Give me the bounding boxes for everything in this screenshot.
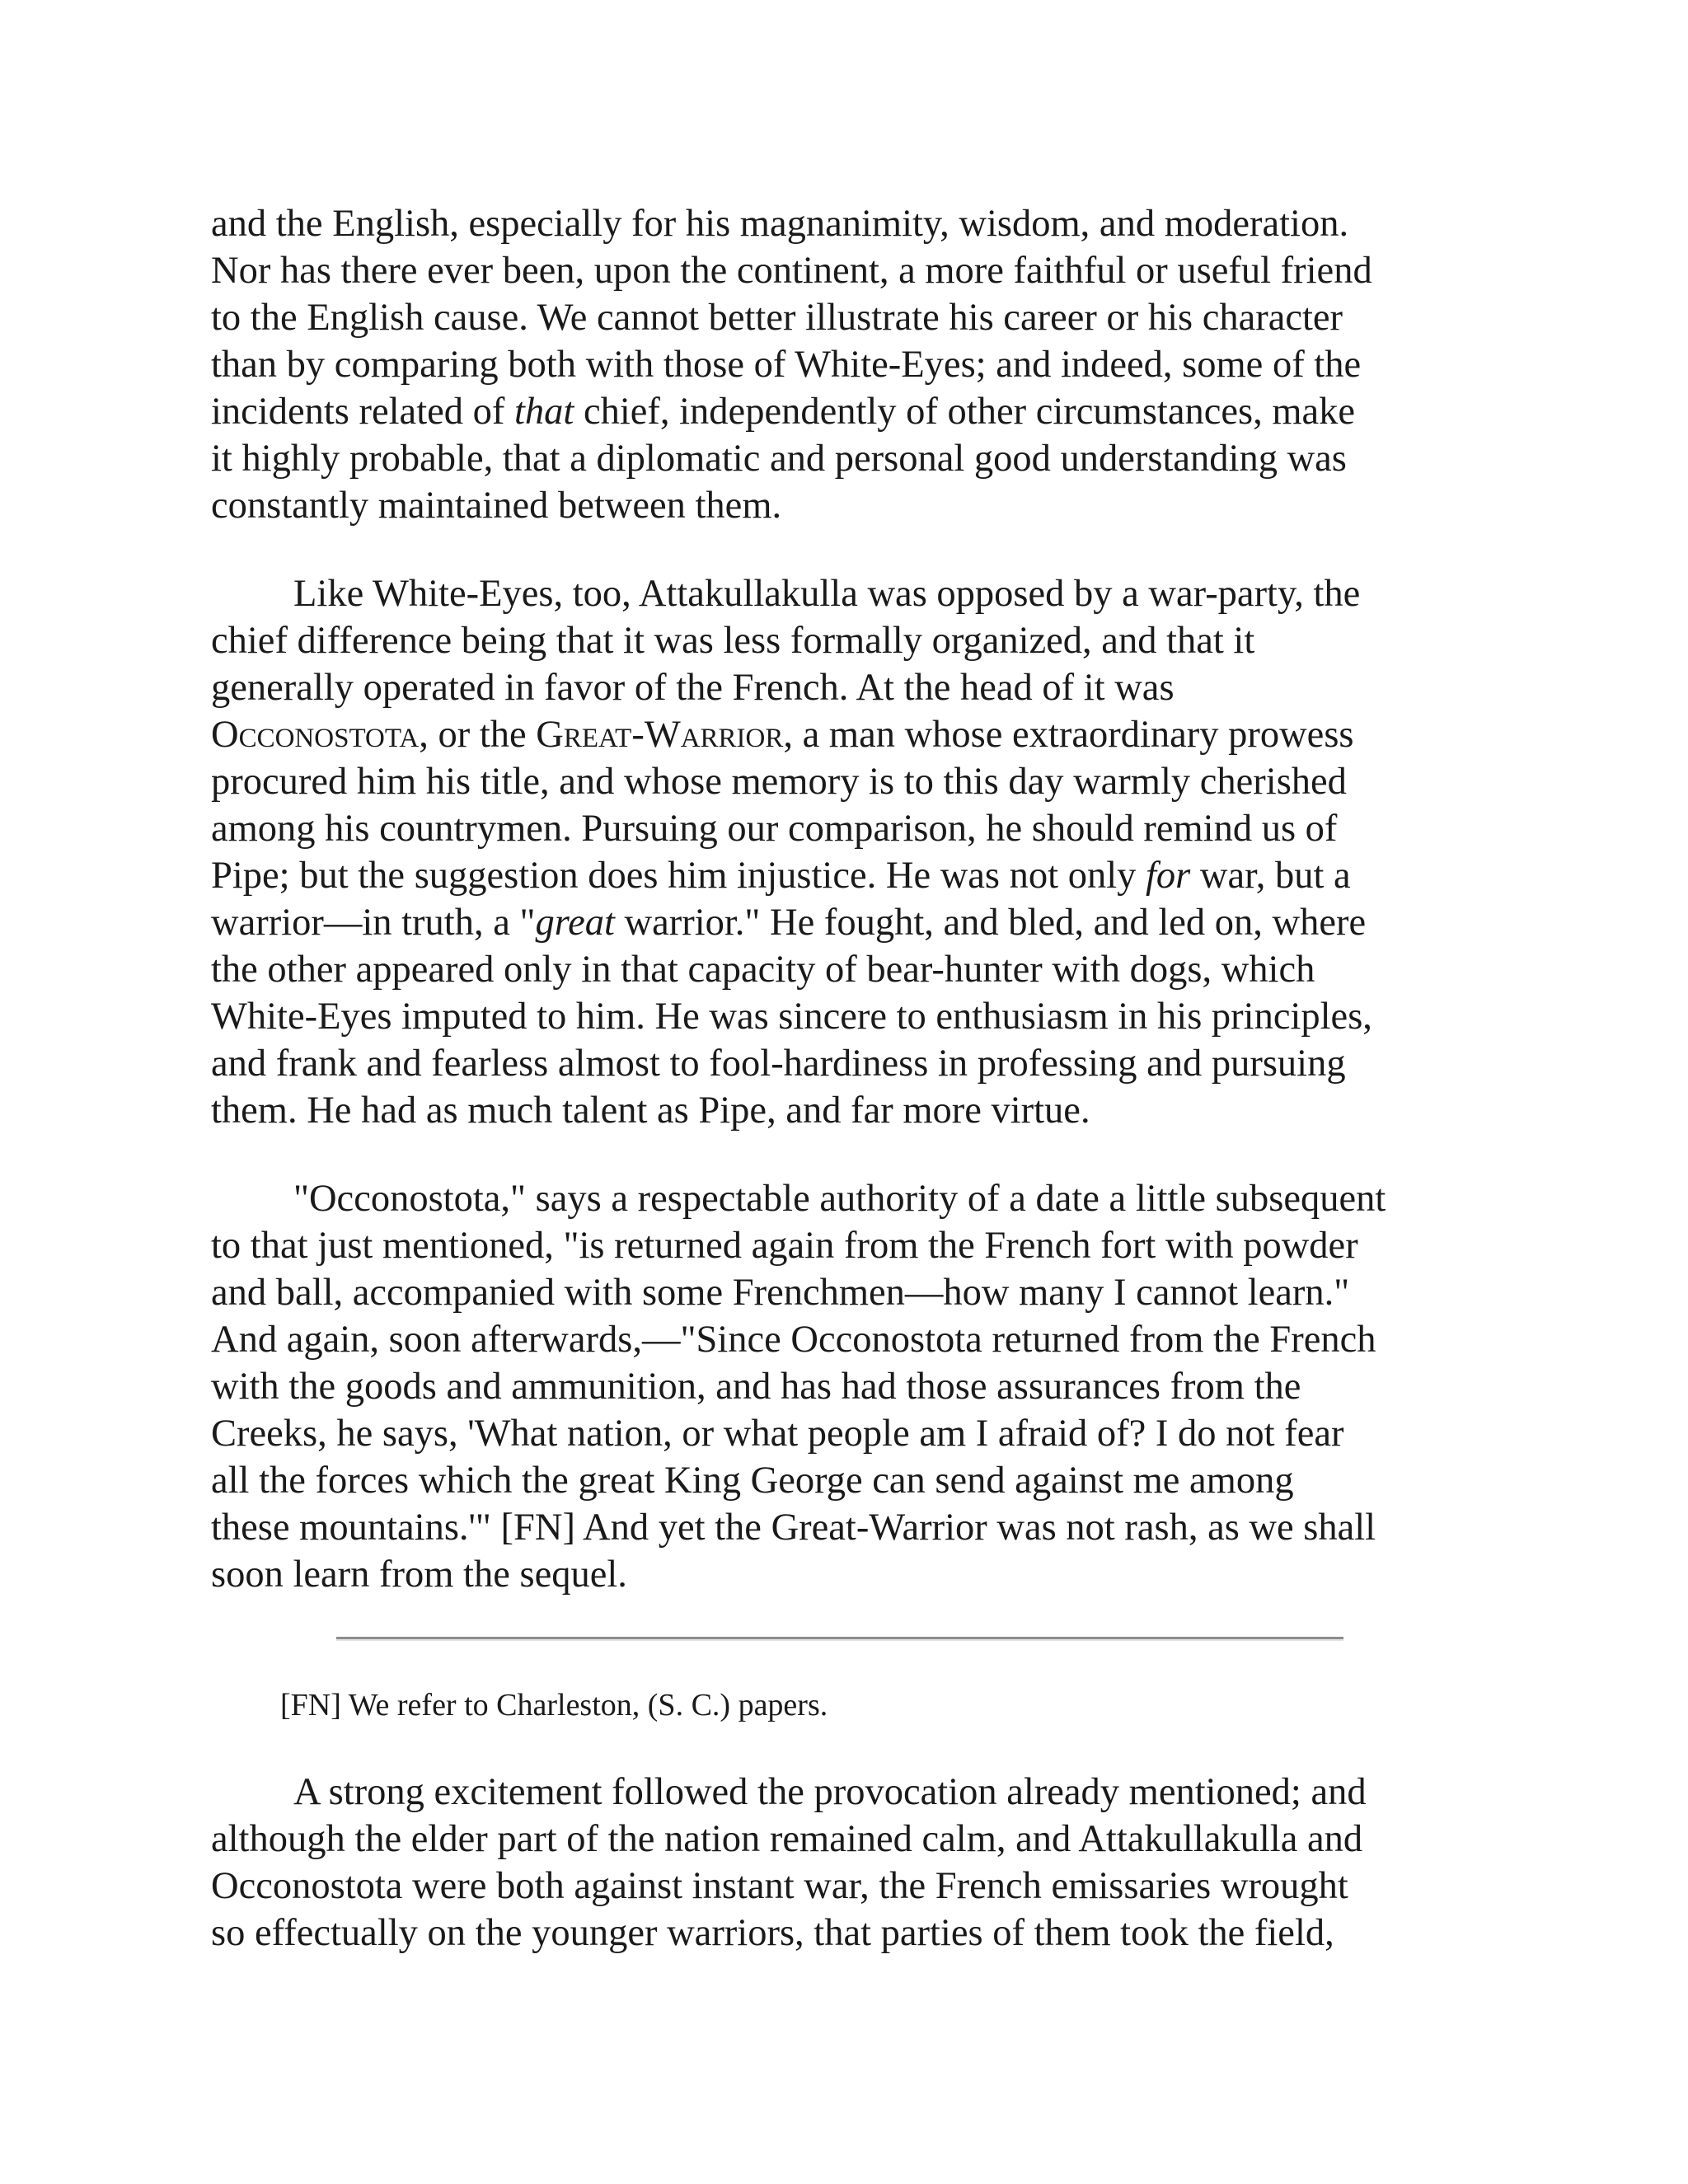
text-line: so effectually on the younger warriors, that parties of them took the field, [211,1912,1334,1954]
emphasis-great: great [535,902,615,944]
text-line: Occonostota were both against instant war, the French emissaries wrought [211,1865,1348,1907]
text-line: procured him his title, and whose memory is to this day warmly cherished [211,761,1347,803]
footnote-divider [336,1637,1343,1641]
text-line: and the English, especially for his magnanimity, wisdom, and moderation. [211,203,1349,245]
paragraph-1 [211,200,1497,529]
text-run: , or the [419,714,537,756]
small-caps-occonostota: Occonostota [211,714,420,756]
text-line: generally operated in favor of the French. At the head of it was [211,667,1175,709]
text-line: Like White-Eyes, too, Attakullakulla was opposed by a war-party, the [293,573,1361,615]
text-run: Pipe; but the suggestion does him injustice. He was not only [211,855,1146,897]
text-line: among his countrymen. Pursuing our comparison, he should remind us of [211,808,1338,850]
text-run: chief, independently of other circumstances, make [574,391,1356,433]
paragraph-4 [211,1769,1497,1957]
text-line: White-Eyes imputed to him. He was sincere to enthusiasm in his principles, [211,996,1372,1038]
emphasis-for: for [1145,855,1191,897]
text-line: than by comparing both with those of White-Eyes; and indeed, some of the [211,344,1362,386]
text-line: with the goods and ammunition, and has had those assurances from the [211,1366,1301,1408]
text-line: to that just mentioned, "is returned again from the French fort with powder [211,1225,1358,1267]
text-line: Nor has there ever been, upon the continent, a more faithful or useful friend [211,250,1372,292]
text-line: soon learn from the sequel. [211,1554,627,1596]
text-line: to the English cause. We cannot better illustrate his career or his character [211,297,1343,339]
text-line: A strong excitement followed the provocation already mentioned; and [293,1771,1367,1813]
footnote: [FN] We refer to Charleston, (S. C.) papers. [280,1688,828,1722]
text-line: chief difference being that it was less formally organized, and that it [211,620,1255,662]
paragraph-2 [211,570,1497,1134]
text-run: warrior—in truth, a " [211,902,536,944]
text-line: "Occonostota," says a respectable authority of a date a little subsequent [293,1178,1386,1220]
text-line [211,899,1497,946]
small-caps-great-warrior: Great-Warrior [536,714,784,756]
text-line: all the forces which the great King George can send against me among [211,1460,1294,1502]
text-line: and ball, accompanied with some Frenchmen—how many I cannot learn." [211,1272,1350,1314]
text-line [211,852,1497,899]
emphasis-that: that [513,391,574,433]
text-line: And again, soon afterwards,—"Since Occonostota returned from the French [211,1319,1376,1361]
text-line: these mountains.'" [FN] And yet the Great-Warrior was not rash, as we shall [211,1507,1376,1549]
text-line [211,711,1497,758]
text-run: incidents related of [211,391,514,433]
text-line: although the elder part of the nation remained calm, and Attakullakulla and [211,1818,1363,1860]
text-run: war, but a [1190,855,1351,897]
paragraph-3 [211,1175,1497,1598]
text-run: warrior." He fought, and bled, and led on, where [614,902,1367,944]
text-line: them. He had as much talent as Pipe, and far more virtue. [211,1090,1090,1132]
text-line: constantly maintained between them. [211,485,782,527]
text-line [211,388,1497,435]
text-run: , a man whose extraordinary prowess [783,714,1354,756]
text-line: it highly probable, that a diplomatic and personal good understanding was [211,438,1347,480]
text-line: Creeks, he says, 'What nation, or what people am I afraid of? I do not fear [211,1413,1344,1455]
text-line: the other appeared only in that capacity of bear-hunter with dogs, which [211,949,1315,991]
text-line: and frank and fearless almost to fool-hardiness in professing and pursuing [211,1043,1346,1085]
